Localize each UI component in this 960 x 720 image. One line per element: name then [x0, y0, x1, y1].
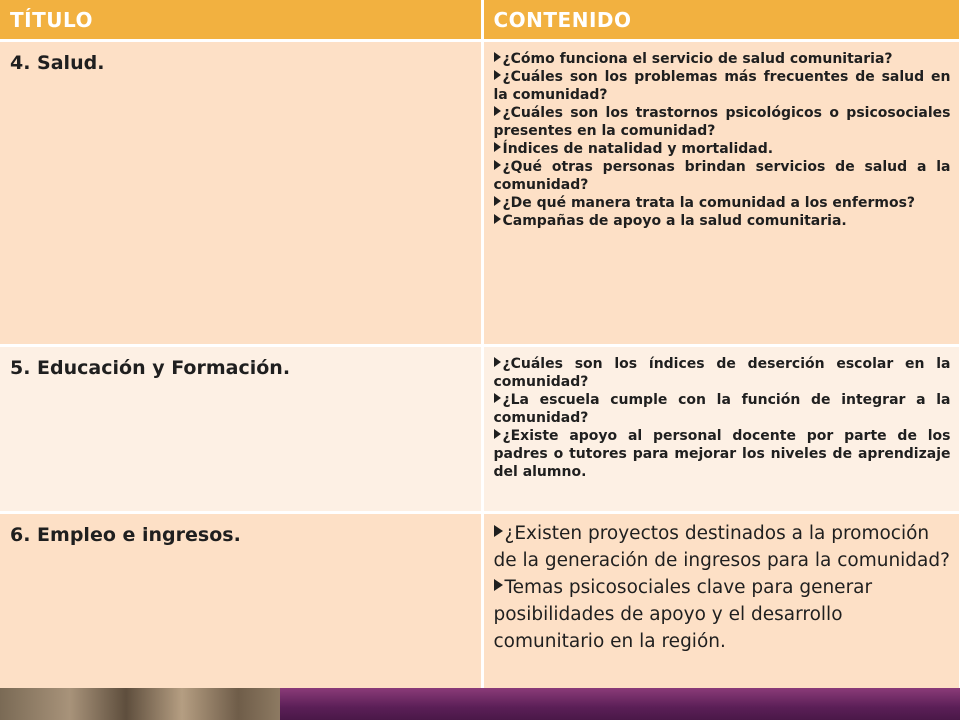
- row-content: [482, 41, 960, 346]
- arrow-bullet-icon: [494, 214, 501, 224]
- arrow-bullet-icon: [494, 142, 501, 152]
- list-item-text: ¿Cuáles son los índices de deserción escolar en la comunidad?: [493, 356, 951, 390]
- list-item: [494, 140, 951, 158]
- header-title: TÍTULO: [0, 0, 482, 41]
- list-item-text: Temas psicosociales clave para generar posibilidades de apoyo y el desarrollo comunitario en la región.: [493, 577, 873, 652]
- table-row: [0, 41, 960, 346]
- arrow-bullet-icon: [494, 70, 501, 80]
- arrow-bullet-icon: [494, 160, 501, 170]
- footer-photo-strip: [0, 688, 280, 720]
- list-item-text: ¿Cuáles son los problemas más frecuentes de salud en la comunidad?: [493, 69, 951, 103]
- arrow-bullet-icon: [494, 393, 501, 403]
- row-title: 5. Educación y Formación.: [0, 346, 482, 513]
- arrow-bullet-icon: [494, 357, 501, 367]
- arrow-bullet-icon: [494, 196, 501, 206]
- list-item: [494, 158, 951, 194]
- list-item: [494, 574, 951, 655]
- list-item: [494, 104, 951, 140]
- row-title: 4. Salud.: [0, 41, 482, 346]
- list-item-text: Campañas de apoyo a la salud comunitaria.: [502, 213, 847, 229]
- arrow-bullet-icon: [494, 429, 501, 439]
- header-row: [0, 0, 960, 41]
- row-content: [482, 513, 960, 693]
- list-item-text: Índices de natalidad y mortalidad.: [502, 141, 774, 157]
- bullet-list: [494, 50, 951, 230]
- header-content: CONTENIDO: [482, 0, 960, 41]
- list-item-text: ¿Existe apoyo al personal docente por parte de los padres o tutores para mejorar los niveles de aprendizaje del alumno.: [493, 428, 951, 480]
- list-item: [494, 50, 951, 68]
- list-item-text: ¿La escuela cumple con la función de integrar a la comunidad?: [493, 392, 951, 426]
- list-item: [494, 520, 951, 574]
- list-item: [494, 194, 951, 212]
- slide-footer-decoration: [0, 688, 960, 720]
- list-item: [494, 68, 951, 104]
- arrow-bullet-icon: [494, 106, 501, 116]
- arrow-bullet-icon: [494, 525, 503, 537]
- arrow-bullet-icon: [494, 52, 501, 62]
- list-item: [494, 212, 951, 230]
- bullet-list: [494, 520, 951, 655]
- list-item: [494, 355, 951, 391]
- bullet-list: [494, 355, 951, 481]
- list-item-text: ¿Existen proyectos destinados a la promoción de la generación de ingresos para la comunidad?: [493, 523, 950, 571]
- list-item: [494, 391, 951, 427]
- row-content: [482, 346, 960, 513]
- list-item-text: ¿Qué otras personas brindan servicios de salud a la comunidad?: [493, 159, 951, 193]
- arrow-bullet-icon: [494, 579, 503, 591]
- footer-color-band: [280, 688, 960, 720]
- list-item: [494, 427, 951, 481]
- row-title: 6. Empleo e ingresos.: [0, 513, 482, 693]
- list-item-text: ¿De qué manera trata la comunidad a los enfermos?: [502, 195, 916, 211]
- list-item-text: ¿Cuáles son los trastornos psicológicos o psicosociales presentes en la comunidad?: [493, 105, 951, 139]
- table-row: [0, 346, 960, 513]
- table-row: [0, 513, 960, 693]
- list-item-text: ¿Cómo funciona el servicio de salud comunitaria?: [502, 51, 893, 67]
